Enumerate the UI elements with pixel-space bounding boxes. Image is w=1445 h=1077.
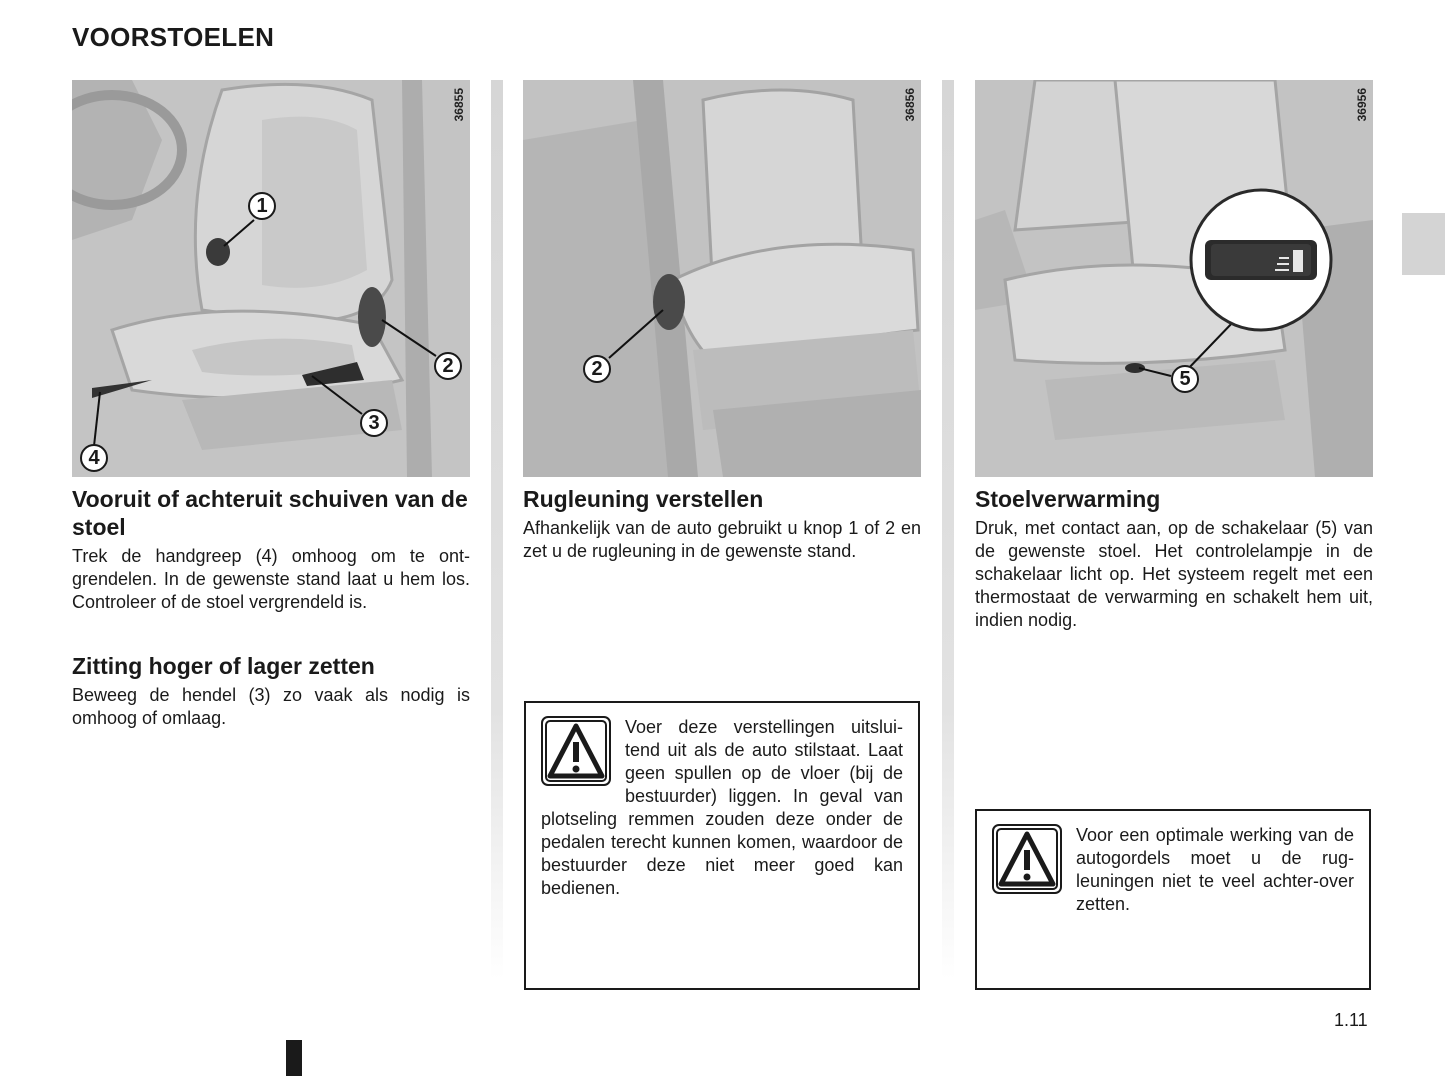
warning-text-adjust: Voer deze verstellingen uitslui-tend uit als de auto stilstaat. Laat geen spullen op de vloer (bij de bestuurder) liggen. In geval van plotseling remmen zouden deze onder de pedalen terecht kunnen komen, waardoor de bestuurder deze niet meer goed kan bedienen. bbox=[541, 717, 903, 898]
column-seat-slide bbox=[72, 80, 470, 730]
column-divider bbox=[942, 80, 954, 980]
warning-box-adjust bbox=[524, 701, 920, 990]
section-heading-height: Zitting hoger of lager zetten bbox=[72, 653, 375, 679]
section-heading-slide: Vooruit of achteruit schuiven van de stoel bbox=[72, 486, 468, 540]
figure-backrest bbox=[523, 80, 921, 477]
section-body-heating: Druk, met contact aan, op de schakelaar (5) van de gewenste stoel. Het controlelampje in de schakelaar licht op. Het systeem regelt met een thermostaat de verwarming en schakelt hem uit, indien nodig. bbox=[975, 518, 1373, 630]
callout-4: 4 bbox=[80, 444, 108, 472]
warning-text-belts: Voor een optimale werking van de autogordels moet u de rug-leuningen niet te veel achter-over zetten. bbox=[1076, 825, 1354, 914]
callout-2: 2 bbox=[434, 352, 462, 380]
section-body-slide: Trek de handgreep (4) omhoog om te ont-grendelen. In de gewenste stand laat u hem los. Controleer of de stoel vergrendeld is. bbox=[72, 546, 470, 612]
column-backrest bbox=[523, 80, 921, 563]
chapter-tab bbox=[1402, 213, 1445, 275]
figure-code: 36855 bbox=[452, 88, 466, 122]
section-heading-heating: Stoelverwarming bbox=[975, 486, 1161, 512]
figure-seat-heating bbox=[975, 80, 1373, 477]
section-body-height: Beweeg de hendel (3) zo vaak als nodig is omhoog of omlaag. bbox=[72, 685, 470, 728]
callout-1: 1 bbox=[248, 192, 276, 220]
callout-3: 3 bbox=[360, 409, 388, 437]
backrest-illustration bbox=[523, 80, 921, 477]
callout-2: 2 bbox=[583, 355, 611, 383]
page-number: 1.11 bbox=[1334, 1010, 1368, 1030]
section-heading-backrest: Rugleuning verstellen bbox=[523, 486, 764, 512]
page-title: VOORSTOELEN bbox=[72, 22, 275, 52]
warning-triangle-icon bbox=[541, 716, 611, 786]
warning-triangle-icon bbox=[992, 824, 1062, 894]
figure-code: 36956 bbox=[1355, 88, 1369, 122]
warning-box-belts bbox=[975, 809, 1371, 990]
column-seat-heating bbox=[975, 80, 1373, 632]
section-body-backrest: Afhankelijk van de auto gebruikt u knop 1 of 2 en zet u de rugleuning in de gewenste stand. bbox=[523, 518, 921, 561]
callout-5: 5 bbox=[1171, 365, 1199, 393]
column-divider bbox=[491, 80, 503, 980]
seat-illustration bbox=[72, 80, 470, 477]
figure-code: 36856 bbox=[903, 88, 917, 122]
seat-heating-illustration bbox=[975, 80, 1373, 477]
figure-seat-adjust bbox=[72, 80, 470, 477]
print-mark bbox=[286, 1040, 302, 1076]
